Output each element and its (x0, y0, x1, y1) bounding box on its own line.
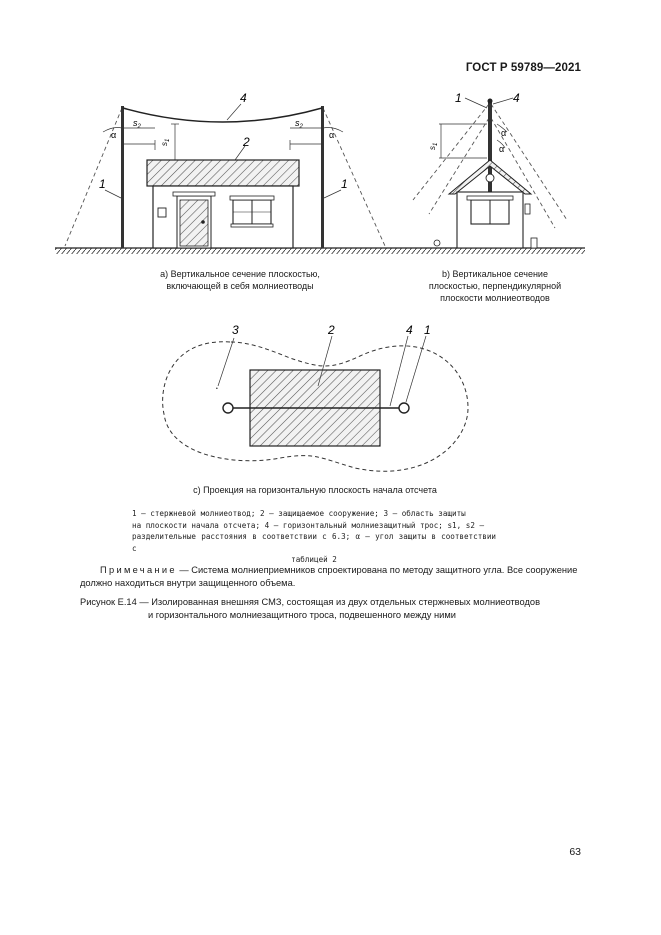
label-s2-left: $s_2$ (133, 118, 141, 130)
label-s1: $s_1$ (160, 138, 171, 146)
legend-line3: разделительные расстояния в соответствии с 6.3; α — угол защиты в соответствии с (132, 532, 496, 553)
figure-b-drawing (405, 88, 585, 268)
label-alpha-right: α (329, 130, 335, 140)
figure-title-line1: Рисунок Е.14 — Изолированная внешняя СМЗ, состоящая из двух отдельных стержневых молниеотводов (80, 597, 541, 607)
wall-lamp (158, 208, 166, 217)
protection-boundary-right (323, 108, 385, 246)
label-c-rod: 1 (424, 323, 431, 337)
svg-text:•: • (216, 386, 218, 392)
label-c-structure: 2 (328, 323, 335, 337)
figure-b-caption-line2: плоскостью, перпендикулярной (428, 281, 562, 291)
cable-section (488, 99, 493, 104)
page-number: 63 (569, 846, 581, 858)
rod-right-plan (399, 403, 409, 413)
figure-a-caption-line1: а) Вертикальное сечение плоскостью, (160, 269, 320, 279)
figure-legend (132, 508, 496, 566)
label-b-alpha-bottom: α (499, 144, 505, 154)
lightning-rod-left (121, 106, 124, 248)
label-s2-right: $s_2$ (295, 118, 303, 130)
rod-left-plan (223, 403, 233, 413)
label-cable: 4 (240, 91, 247, 105)
label-b-alpha-top: α (501, 128, 507, 138)
label-rod-right: 1 (341, 177, 348, 191)
label-structure: 2 (243, 135, 250, 149)
figure-a-caption-line2: включающей в себя молниеотводы (166, 281, 314, 291)
figure-b-caption-line3: плоскости молниеотводов (440, 293, 550, 303)
figure-a-drawing (55, 88, 405, 268)
figure-c-caption: с) Проекция на горизонтальную плоскость начала отсчета (193, 485, 437, 495)
document-header: ГОСТ Р 59789—2021 (465, 62, 581, 74)
figure-b-caption (410, 268, 580, 304)
label-alpha-left: α (111, 130, 117, 140)
label-c-cable: 4 (406, 323, 413, 337)
note-prefix: Примечание (100, 565, 177, 575)
figure-b-caption-line1: b) Вертикальное сечение (442, 269, 548, 279)
figure-c-drawing (150, 318, 480, 483)
legend-line1: 1 — стержневой молниеотвод; 2 — защищаемое сооружение; 3 — область защиты (132, 509, 466, 518)
protection-boundary-left (65, 108, 122, 246)
legend-line4: таблицей 2 (291, 555, 337, 564)
figure-title (80, 596, 583, 622)
label-c-zone: 3 (232, 323, 239, 337)
label-rod-left: 1 (99, 177, 106, 191)
ground-hatch (55, 248, 405, 254)
note-text: — Система молниеприемников спроектирована по методу защитного угла. Все сооружение должно находиться внутри защищенного объема. (80, 565, 578, 588)
catenary-cable (123, 108, 322, 122)
protection-boundary-b-left (413, 104, 489, 200)
legend-line2: на плоскости начала отсчета; 4 — горизонтальный молниезащитный трос; s1, s2 — (132, 520, 485, 530)
figure-a-caption (120, 268, 360, 292)
label-b-s1: $s_1$ (428, 142, 439, 150)
note-paragraph (80, 564, 583, 590)
protected-structure-roof (147, 160, 299, 186)
figure-title-line2: и горизонтального молниезащитного троса, подвешенного между ними (148, 610, 456, 620)
lightning-rod-right (321, 106, 324, 248)
label-b-rod: 1 (455, 91, 462, 105)
label-b-cable: 4 (513, 91, 520, 105)
